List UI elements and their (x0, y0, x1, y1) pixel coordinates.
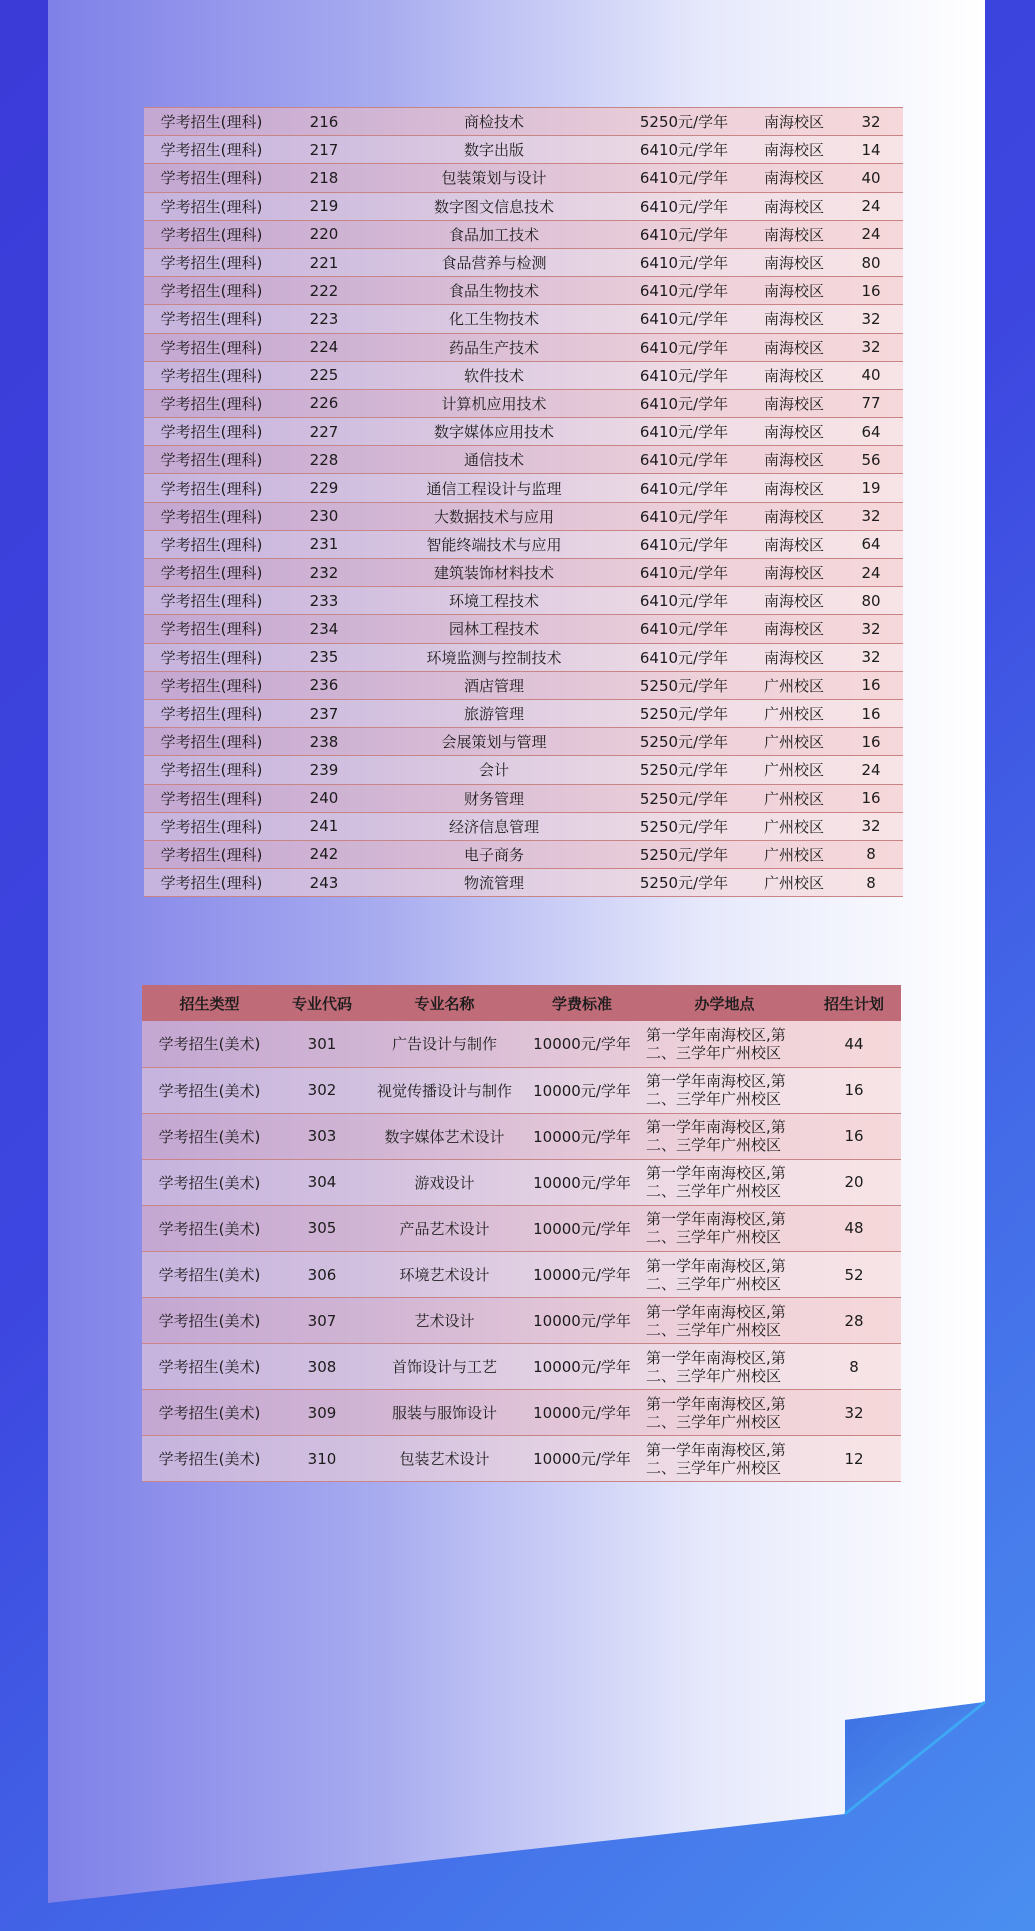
cell-fee: 6410元/学年 (619, 333, 749, 361)
cell-location: 南海校区 (749, 643, 839, 671)
cell-plan: 19 (839, 474, 903, 502)
cell-type: 学考招生(理科) (144, 474, 279, 502)
header-fee: 学费标准 (551, 994, 612, 1013)
table-row (144, 502, 903, 530)
cell-fee: 6410元/学年 (619, 530, 749, 558)
table-row (144, 812, 903, 840)
cell-fee: 5250元/学年 (619, 840, 749, 868)
cell-major: 软件技术 (369, 361, 619, 389)
cell-major: 环境监测与控制技术 (369, 643, 619, 671)
cell-plan: 16 (807, 1113, 901, 1159)
cell-major: 数字出版 (369, 136, 619, 164)
cell-location: 南海校区 (749, 164, 839, 192)
cell-fee: 6410元/学年 (619, 136, 749, 164)
cell-plan: 16 (807, 1067, 901, 1113)
cell-code: 239 (279, 756, 369, 784)
cell-major: 食品生物技术 (369, 277, 619, 305)
cell-code: 218 (279, 164, 369, 192)
table-row (144, 643, 903, 671)
cell-location: 南海校区 (749, 305, 839, 333)
table-row (144, 756, 903, 784)
cell-fee: 6410元/学年 (619, 361, 749, 389)
table-row (144, 389, 903, 417)
cell-major: 数字媒体应用技术 (369, 418, 619, 446)
cell-fee: 6410元/学年 (619, 192, 749, 220)
cell-code: 217 (279, 136, 369, 164)
cell-type: 学考招生(理科) (144, 389, 279, 417)
table-row (144, 108, 903, 136)
cell-location: 南海校区 (749, 446, 839, 474)
cell-type: 学考招生(理科) (144, 869, 279, 897)
cell-type: 学考招生(理科) (144, 333, 279, 361)
cell-type: 学考招生(理科) (144, 840, 279, 868)
cell-major: 会展策划与管理 (369, 728, 619, 756)
cell-fee: 10000元/学年 (522, 1067, 642, 1113)
cell-location: 南海校区 (749, 559, 839, 587)
cell-plan: 28 (807, 1298, 901, 1344)
cell-location: 广州校区 (749, 756, 839, 784)
cell-code: 228 (279, 446, 369, 474)
cell-fee: 10000元/学年 (522, 1205, 642, 1251)
cell-plan: 56 (839, 446, 903, 474)
table-row (144, 248, 903, 276)
cell-plan: 20 (807, 1159, 901, 1205)
cell-location: 第一学年南海校区,第二、三学年广州校区 (642, 1113, 807, 1159)
table-row (142, 1251, 901, 1297)
table-row (144, 333, 903, 361)
cell-fee: 6410元/学年 (619, 502, 749, 530)
cell-fee: 6410元/学年 (619, 418, 749, 446)
art-admissions-table (142, 985, 901, 1482)
cell-code: 226 (279, 389, 369, 417)
cell-plan: 32 (807, 1390, 901, 1436)
table-row (144, 220, 903, 248)
cell-fee: 10000元/学年 (522, 1159, 642, 1205)
cell-type: 学考招生(理科) (144, 305, 279, 333)
cell-fee: 6410元/学年 (619, 643, 749, 671)
cell-location: 南海校区 (749, 333, 839, 361)
cell-major: 计算机应用技术 (369, 389, 619, 417)
cell-code: 303 (277, 1113, 367, 1159)
cell-location: 南海校区 (749, 615, 839, 643)
cell-plan: 52 (807, 1251, 901, 1297)
header-plan: 招生计划 (823, 994, 884, 1013)
cell-location: 第一学年南海校区,第二、三学年广州校区 (642, 1436, 807, 1482)
cell-type: 学考招生(理科) (144, 530, 279, 558)
cell-plan: 8 (839, 869, 903, 897)
cell-type: 学考招生(美术) (142, 1021, 277, 1067)
cell-fee: 5250元/学年 (619, 869, 749, 897)
cell-code: 224 (279, 333, 369, 361)
cell-major: 包装策划与设计 (369, 164, 619, 192)
cell-plan: 64 (839, 418, 903, 446)
cell-major: 园林工程技术 (369, 615, 619, 643)
cell-type: 学考招生(理科) (144, 418, 279, 446)
cell-major: 包装艺术设计 (367, 1436, 522, 1482)
cell-type: 学考招生(理科) (144, 559, 279, 587)
cell-plan: 32 (839, 643, 903, 671)
cell-major: 通信工程设计与监理 (369, 474, 619, 502)
cell-location: 南海校区 (749, 587, 839, 615)
table-row (142, 1344, 901, 1390)
cell-plan: 64 (839, 530, 903, 558)
cell-code: 304 (277, 1159, 367, 1205)
cell-location: 南海校区 (749, 248, 839, 276)
cell-code: 305 (277, 1205, 367, 1251)
cell-plan: 44 (807, 1021, 901, 1067)
cell-location: 南海校区 (749, 277, 839, 305)
cell-type: 学考招生(美术) (142, 1390, 277, 1436)
table-row (142, 1205, 901, 1251)
cell-type: 学考招生(理科) (144, 643, 279, 671)
cell-fee: 6410元/学年 (619, 305, 749, 333)
cell-type: 学考招生(理科) (144, 164, 279, 192)
cell-location: 广州校区 (749, 869, 839, 897)
cell-fee: 10000元/学年 (522, 1251, 642, 1297)
cell-major: 会计 (369, 756, 619, 784)
science-admissions-table (144, 107, 903, 897)
cell-fee: 5250元/学年 (619, 671, 749, 699)
cell-code: 216 (279, 108, 369, 136)
cell-plan: 16 (839, 699, 903, 727)
cell-location: 南海校区 (749, 389, 839, 417)
cell-fee: 5250元/学年 (619, 108, 749, 136)
cell-type: 学考招生(理科) (144, 108, 279, 136)
cell-code: 241 (279, 812, 369, 840)
cell-fee: 6410元/学年 (619, 587, 749, 615)
cell-location: 第一学年南海校区,第二、三学年广州校区 (642, 1344, 807, 1390)
header-major: 专业名称 (414, 994, 475, 1013)
cell-fee: 6410元/学年 (619, 474, 749, 502)
cell-code: 234 (279, 615, 369, 643)
cell-fee: 10000元/学年 (522, 1021, 642, 1067)
cell-plan: 16 (839, 784, 903, 812)
cell-plan: 16 (839, 277, 903, 305)
cell-location: 广州校区 (749, 699, 839, 727)
cell-major: 食品加工技术 (369, 220, 619, 248)
cell-major: 通信技术 (369, 446, 619, 474)
cell-location: 第一学年南海校区,第二、三学年广州校区 (642, 1251, 807, 1297)
cell-major: 视觉传播设计与制作 (367, 1067, 522, 1113)
cell-plan: 80 (839, 587, 903, 615)
table-row (144, 361, 903, 389)
cell-location: 南海校区 (749, 108, 839, 136)
cell-type: 学考招生(美术) (142, 1113, 277, 1159)
cell-location: 南海校区 (749, 418, 839, 446)
table-row (144, 474, 903, 502)
table-row (144, 728, 903, 756)
cell-plan: 32 (839, 305, 903, 333)
table-row (144, 164, 903, 192)
cell-major: 产品艺术设计 (367, 1205, 522, 1251)
cell-code: 243 (279, 869, 369, 897)
cell-fee: 6410元/学年 (619, 277, 749, 305)
cell-location: 第一学年南海校区,第二、三学年广州校区 (642, 1390, 807, 1436)
cell-type: 学考招生(美术) (142, 1159, 277, 1205)
cell-location: 广州校区 (749, 784, 839, 812)
table-row (142, 1067, 901, 1113)
cell-major: 艺术设计 (367, 1298, 522, 1344)
cell-code: 229 (279, 474, 369, 502)
cell-code: 227 (279, 418, 369, 446)
table-row (144, 530, 903, 558)
table-row (144, 192, 903, 220)
cell-major: 化工生物技术 (369, 305, 619, 333)
cell-major: 环境艺术设计 (367, 1251, 522, 1297)
table-row (144, 587, 903, 615)
cell-type: 学考招生(理科) (144, 812, 279, 840)
cell-plan: 14 (839, 136, 903, 164)
cell-code: 308 (277, 1344, 367, 1390)
cell-plan: 16 (839, 671, 903, 699)
cell-fee: 10000元/学年 (522, 1113, 642, 1159)
cell-location: 南海校区 (749, 136, 839, 164)
cell-major: 数字媒体艺术设计 (367, 1113, 522, 1159)
cell-plan: 8 (807, 1344, 901, 1390)
cell-type: 学考招生(美术) (142, 1251, 277, 1297)
cell-fee: 6410元/学年 (619, 446, 749, 474)
cell-plan: 32 (839, 108, 903, 136)
cell-code: 240 (279, 784, 369, 812)
cell-code: 309 (277, 1390, 367, 1436)
cell-code: 235 (279, 643, 369, 671)
cell-plan: 77 (839, 389, 903, 417)
cell-major: 首饰设计与工艺 (367, 1344, 522, 1390)
cell-code: 230 (279, 502, 369, 530)
cell-major: 电子商务 (369, 840, 619, 868)
cell-fee: 5250元/学年 (619, 812, 749, 840)
cell-location: 第一学年南海校区,第二、三学年广州校区 (642, 1067, 807, 1113)
cell-major: 数字图文信息技术 (369, 192, 619, 220)
cell-major: 食品营养与检测 (369, 248, 619, 276)
cell-location: 第一学年南海校区,第二、三学年广州校区 (642, 1298, 807, 1344)
cell-code: 238 (279, 728, 369, 756)
cell-fee: 10000元/学年 (522, 1436, 642, 1482)
cell-type: 学考招生(理科) (144, 361, 279, 389)
cell-code: 237 (279, 699, 369, 727)
cell-fee: 5250元/学年 (619, 728, 749, 756)
table-row (142, 1436, 901, 1482)
cell-major: 旅游管理 (369, 699, 619, 727)
table-row (144, 840, 903, 868)
table-row (144, 784, 903, 812)
cell-type: 学考招生(理科) (144, 502, 279, 530)
cell-code: 219 (279, 192, 369, 220)
cell-type: 学考招生(理科) (144, 192, 279, 220)
cell-code: 310 (277, 1436, 367, 1482)
table-row (144, 446, 903, 474)
cell-fee: 5250元/学年 (619, 756, 749, 784)
cell-plan: 40 (839, 164, 903, 192)
cell-location: 南海校区 (749, 530, 839, 558)
cell-code: 302 (277, 1067, 367, 1113)
cell-code: 242 (279, 840, 369, 868)
cell-type: 学考招生(美术) (142, 1205, 277, 1251)
table-row (144, 305, 903, 333)
cell-code: 232 (279, 559, 369, 587)
cell-plan: 32 (839, 615, 903, 643)
table-row (144, 559, 903, 587)
cell-code: 221 (279, 248, 369, 276)
cell-code: 307 (277, 1298, 367, 1344)
cell-location: 南海校区 (749, 502, 839, 530)
table-row (142, 1113, 901, 1159)
cell-plan: 32 (839, 812, 903, 840)
cell-type: 学考招生(理科) (144, 784, 279, 812)
cell-major: 服装与服饰设计 (367, 1390, 522, 1436)
cell-location: 南海校区 (749, 220, 839, 248)
table-row (144, 277, 903, 305)
cell-plan: 40 (839, 361, 903, 389)
cell-plan: 16 (839, 728, 903, 756)
cell-fee: 5250元/学年 (619, 699, 749, 727)
cell-major: 大数据技术与应用 (369, 502, 619, 530)
cell-location: 第一学年南海校区,第二、三学年广州校区 (642, 1159, 807, 1205)
cell-type: 学考招生(理科) (144, 248, 279, 276)
cell-type: 学考招生(理科) (144, 728, 279, 756)
cell-major: 建筑装饰材料技术 (369, 559, 619, 587)
cell-major: 酒店管理 (369, 671, 619, 699)
cell-location: 第一学年南海校区,第二、三学年广州校区 (642, 1021, 807, 1067)
cell-fee: 10000元/学年 (522, 1298, 642, 1344)
cell-plan: 8 (839, 840, 903, 868)
table-row (144, 869, 903, 897)
cell-plan: 80 (839, 248, 903, 276)
cell-fee: 6410元/学年 (619, 559, 749, 587)
cell-code: 225 (279, 361, 369, 389)
cell-plan: 12 (807, 1436, 901, 1482)
cell-major: 智能终端技术与应用 (369, 530, 619, 558)
cell-plan: 24 (839, 220, 903, 248)
cell-type: 学考招生(理科) (144, 587, 279, 615)
art-table-header (142, 985, 901, 1021)
cell-type: 学考招生(理科) (144, 699, 279, 727)
cell-fee: 6410元/学年 (619, 220, 749, 248)
table-row (142, 1021, 901, 1067)
table-row (144, 136, 903, 164)
table-row (144, 615, 903, 643)
cell-plan: 48 (807, 1205, 901, 1251)
header-type: 招生类型 (179, 994, 240, 1013)
cell-fee: 6410元/学年 (619, 248, 749, 276)
cell-code: 306 (277, 1251, 367, 1297)
table-row (144, 699, 903, 727)
cell-type: 学考招生(理科) (144, 220, 279, 248)
cell-type: 学考招生(美术) (142, 1067, 277, 1113)
cell-type: 学考招生(理科) (144, 756, 279, 784)
cell-plan: 32 (839, 333, 903, 361)
cell-code: 231 (279, 530, 369, 558)
cell-type: 学考招生(理科) (144, 671, 279, 699)
table-row (144, 418, 903, 446)
cell-code: 236 (279, 671, 369, 699)
cell-plan: 32 (839, 502, 903, 530)
table-row (144, 671, 903, 699)
cell-fee: 5250元/学年 (619, 784, 749, 812)
cell-fee: 10000元/学年 (522, 1390, 642, 1436)
cell-fee: 6410元/学年 (619, 389, 749, 417)
cell-code: 233 (279, 587, 369, 615)
cell-major: 经济信息管理 (369, 812, 619, 840)
header-code: 专业代码 (291, 994, 352, 1013)
cell-code: 223 (279, 305, 369, 333)
cell-code: 301 (277, 1021, 367, 1067)
cell-location: 广州校区 (749, 671, 839, 699)
cell-location: 广州校区 (749, 812, 839, 840)
cell-fee: 6410元/学年 (619, 615, 749, 643)
cell-type: 学考招生(美术) (142, 1298, 277, 1344)
cell-major: 财务管理 (369, 784, 619, 812)
table-row (142, 1390, 901, 1436)
cell-location: 南海校区 (749, 192, 839, 220)
table-row (142, 1159, 901, 1205)
cell-location: 南海校区 (749, 474, 839, 502)
cell-type: 学考招生(美术) (142, 1344, 277, 1390)
cell-type: 学考招生(理科) (144, 136, 279, 164)
cell-major: 药品生产技术 (369, 333, 619, 361)
table-row (142, 1298, 901, 1344)
header-location: 办学地点 (694, 994, 755, 1013)
cell-major: 商检技术 (369, 108, 619, 136)
cell-major: 游戏设计 (367, 1159, 522, 1205)
cell-plan: 24 (839, 192, 903, 220)
cell-fee: 10000元/学年 (522, 1344, 642, 1390)
cell-type: 学考招生(理科) (144, 277, 279, 305)
cell-plan: 24 (839, 756, 903, 784)
cell-location: 广州校区 (749, 728, 839, 756)
cell-location: 南海校区 (749, 361, 839, 389)
cell-plan: 24 (839, 559, 903, 587)
cell-type: 学考招生(理科) (144, 446, 279, 474)
cell-code: 220 (279, 220, 369, 248)
cell-location: 第一学年南海校区,第二、三学年广州校区 (642, 1205, 807, 1251)
cell-type: 学考招生(美术) (142, 1436, 277, 1482)
cell-code: 222 (279, 277, 369, 305)
cell-location: 广州校区 (749, 840, 839, 868)
cell-fee: 6410元/学年 (619, 164, 749, 192)
cell-major: 广告设计与制作 (367, 1021, 522, 1067)
cell-major: 物流管理 (369, 869, 619, 897)
cell-type: 学考招生(理科) (144, 615, 279, 643)
cell-major: 环境工程技术 (369, 587, 619, 615)
